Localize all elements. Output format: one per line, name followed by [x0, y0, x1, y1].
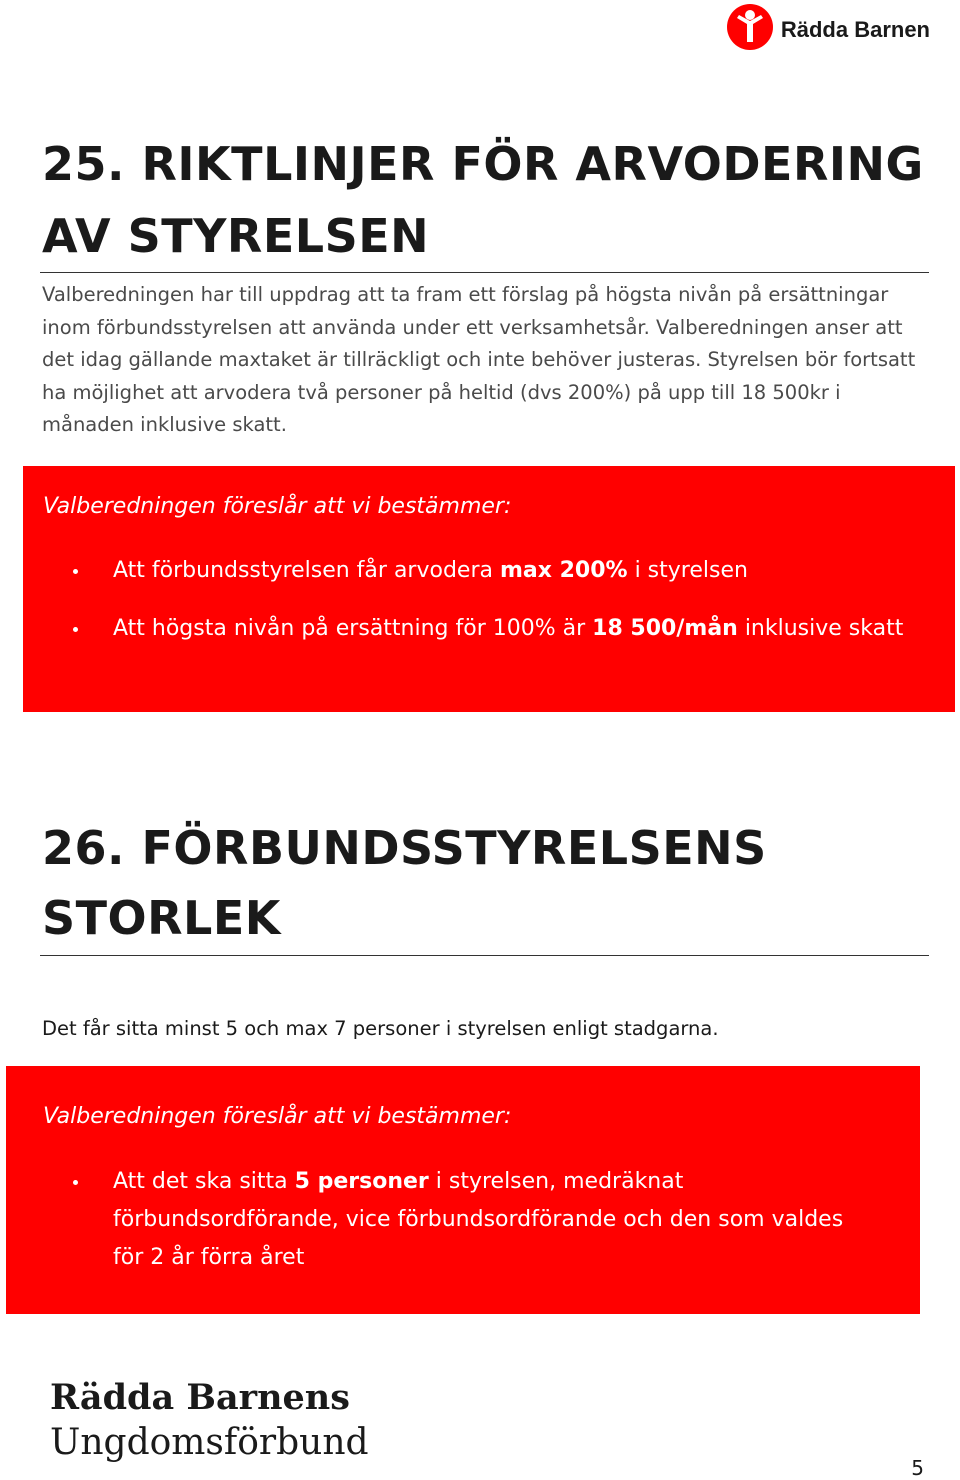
footer-org-line2: Ungdomsförbund: [50, 1422, 369, 1463]
footer-org-line1: Rädda Barnens: [50, 1377, 350, 1418]
section-26-paragraph: Det får sitta minst 5 och max 7 personer i styrelsen enligt stadgarna.: [42, 1017, 719, 1040]
item-text: Att det ska sitta: [113, 1169, 295, 1194]
bullet-dot: [73, 569, 78, 574]
item-text-after: i styrelsen, medräknat förbundsordförande, vice förbundsordförande och den som valdes för 2 år förra året: [113, 1169, 844, 1270]
section-26-proposal-list: [73, 1163, 860, 1277]
person-raised-arms-icon: [725, 2, 775, 52]
list-item: [73, 552, 935, 590]
item-bold: 18 500/mån: [592, 616, 738, 641]
item-text-after: i styrelsen: [627, 558, 748, 583]
item-bold: 5 personer: [294, 1169, 429, 1194]
section-25-heading-line2: AV STYRELSEN: [42, 209, 430, 263]
item-text: Att förbundsstyrelsen får arvodera: [113, 558, 500, 583]
footer-org-logo: [50, 1376, 369, 1466]
item-text: Att högsta nivån på ersättning för 100% är: [113, 616, 593, 641]
section-26-heading-line1: 26. FÖRBUNDSSTYRELSENS: [42, 821, 767, 875]
bullet-dot: [73, 1180, 78, 1185]
brand-name: Rädda Barnen: [780, 17, 930, 42]
section-25-proposal-box: [23, 466, 955, 712]
list-item: [73, 1163, 860, 1277]
section-26-proposal-lead: Valberedningen föreslår att vi bestämmer:: [43, 1104, 512, 1129]
section-26-heading-line2: STORLEK: [42, 891, 281, 945]
section-25-proposal-list: [73, 552, 935, 648]
page-number: 5: [911, 1456, 924, 1480]
section-25-paragraph: Valberedningen har till uppdrag att ta fram ett förslag på högsta nivån på ersättningar inom förbundsstyrelsen att använda under ett verksamhetsår. Valberedningen anser att det idag gällande maxtaket är tillräckligt och inte behöver justeras. Styrelsen bör fortsatt ha möjlighet att arvodera två personer på heltid (dvs 200%) på upp till 18 500kr i månaden inklusive skatt.: [42, 283, 916, 436]
list-item: [73, 610, 935, 648]
item-text-after: inklusive skatt: [737, 616, 904, 641]
section-25-heading-line1: 25. RIKTLINJER FÖR ARVODERING: [42, 137, 924, 191]
section-25-proposal-lead: Valberedningen föreslår att vi bestämmer:: [43, 494, 512, 519]
section-25-divider: [40, 272, 929, 273]
bullet-dot: [73, 627, 78, 632]
section-26-divider: [40, 955, 929, 956]
item-bold: max 200%: [499, 558, 628, 583]
section-26-proposal-box: [6, 1066, 920, 1314]
brand-logo: [725, 2, 930, 52]
